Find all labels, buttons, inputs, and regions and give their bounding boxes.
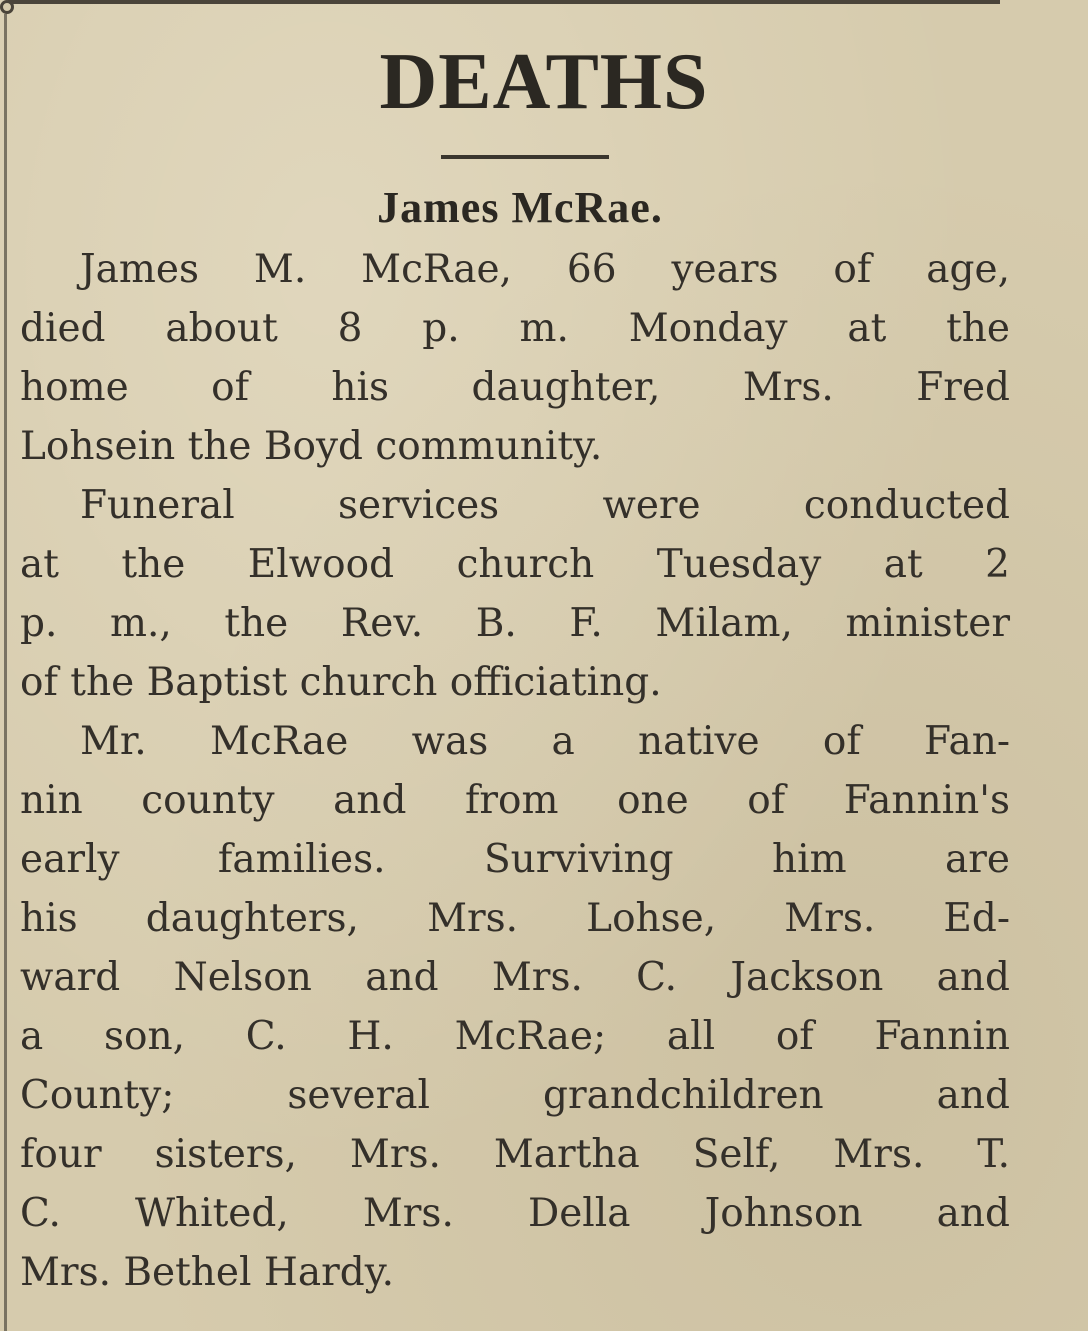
text-line: p. m., the Rev. B. F. Milam, minister bbox=[20, 601, 1010, 646]
heading-divider bbox=[441, 155, 609, 159]
text-line: Mr. McRae was a native of Fan- bbox=[80, 719, 1010, 764]
obituary-name-heading: James McRae. bbox=[377, 183, 663, 232]
text-line: C. Whited, Mrs. Della Johnson and bbox=[20, 1191, 1010, 1236]
text-line: died about 8 p. m. Monday at the bbox=[20, 306, 1010, 351]
text-line: County; several grandchildren and bbox=[20, 1073, 1010, 1118]
text-line: Funeral services were conducted bbox=[80, 483, 1010, 528]
text-line: his daughters, Mrs. Lohse, Mrs. Ed- bbox=[20, 896, 1010, 941]
text-line: home of his daughter, Mrs. Fred bbox=[20, 365, 1010, 410]
section-heading: DEATHS bbox=[379, 38, 709, 126]
text-line: Lohsein the Boyd community. bbox=[20, 424, 603, 469]
text-line: at the Elwood church Tuesday at 2 bbox=[20, 542, 1010, 587]
text-line: Mrs. Bethel Hardy. bbox=[20, 1250, 394, 1295]
text-line: of the Baptist church officiating. bbox=[20, 660, 662, 705]
text-line: nin county and from one of Fannin's bbox=[20, 778, 1010, 823]
obituary-body bbox=[20, 240, 1010, 1302]
text-line: four sisters, Mrs. Martha Self, Mrs. T. bbox=[20, 1132, 1010, 1177]
text-line: ward Nelson and Mrs. C. Jackson and bbox=[20, 955, 1010, 1000]
top-border-rule bbox=[8, 0, 1000, 4]
text-line: James M. McRae, 66 years of age, bbox=[80, 247, 1010, 292]
corner-ornament bbox=[0, 0, 14, 14]
text-line: early families. Surviving him are bbox=[20, 837, 1010, 882]
text-line: a son, C. H. McRae; all of Fannin bbox=[20, 1014, 1010, 1059]
